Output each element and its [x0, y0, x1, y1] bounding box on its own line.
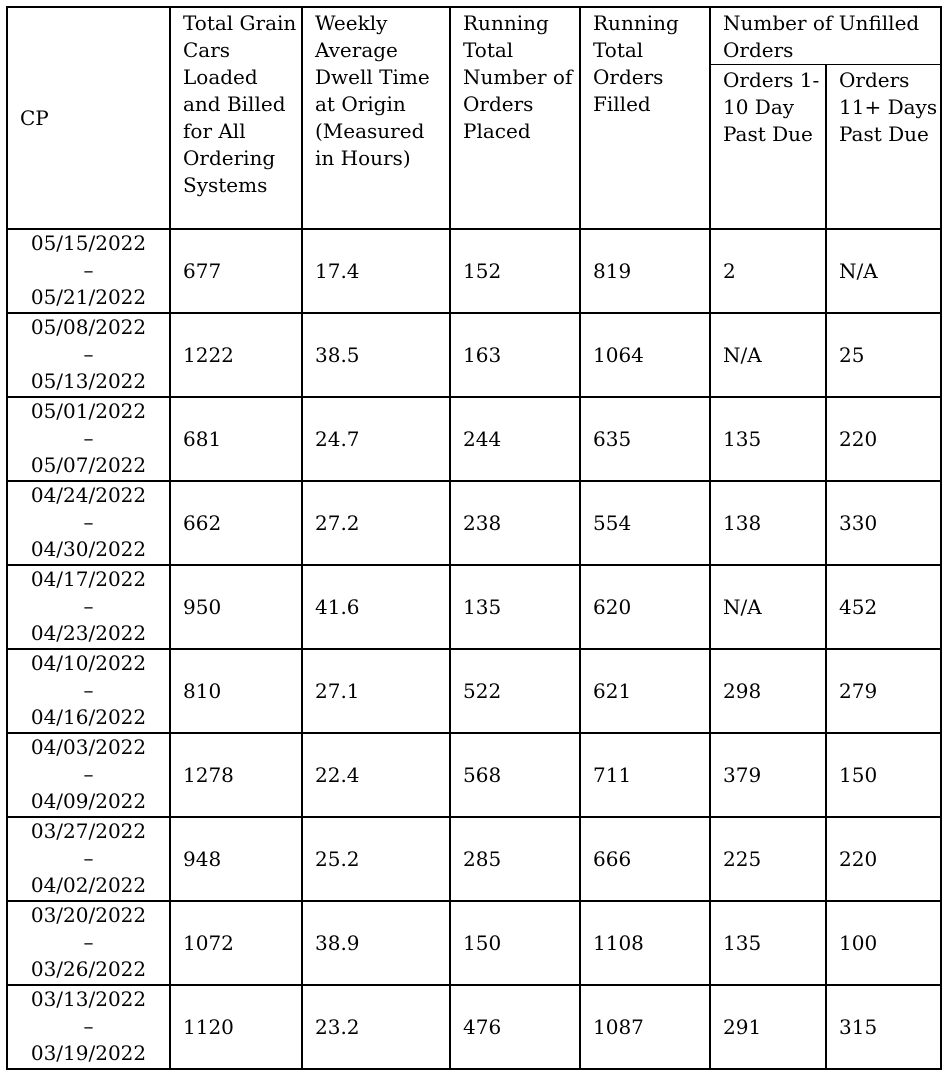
cell-past-due-11-plus: 25 — [826, 313, 941, 397]
header-cars-loaded: Total Grain Cars Loaded and Billed for All Ordering Systems — [170, 7, 302, 229]
cell-past-due-1-10: 225 — [710, 817, 826, 901]
table-row — [7, 817, 941, 901]
header-orders-placed: Running Total Number of Orders Placed — [450, 7, 580, 229]
cell-period: 05/08/2022 – 05/13/2022 — [7, 313, 170, 397]
header-cp: CP — [7, 7, 170, 229]
cell-cars-loaded: 1278 — [170, 733, 302, 817]
cell-orders-placed: 476 — [450, 985, 580, 1069]
header-unfilled-orders: Number of Unfilled Orders — [710, 7, 941, 65]
header-past-due-11-plus: Orders 11+ Days Past Due — [826, 65, 941, 229]
table-row — [7, 481, 941, 565]
cell-period: 03/20/2022 – 03/26/2022 — [7, 901, 170, 985]
table-body — [7, 229, 941, 1069]
cell-dwell-time: 23.2 — [302, 985, 450, 1069]
cell-orders-filled: 1064 — [580, 313, 710, 397]
cell-orders-placed: 150 — [450, 901, 580, 985]
cell-past-due-1-10: 135 — [710, 397, 826, 481]
cell-cars-loaded: 950 — [170, 565, 302, 649]
cell-past-due-1-10: 2 — [710, 229, 826, 313]
cell-past-due-1-10: N/A — [710, 313, 826, 397]
cell-orders-filled: 620 — [580, 565, 710, 649]
cell-dwell-time: 41.6 — [302, 565, 450, 649]
table-wrapper — [6, 6, 942, 1070]
table-header — [7, 7, 941, 229]
cell-past-due-11-plus: 150 — [826, 733, 941, 817]
cell-period: 05/01/2022 – 05/07/2022 — [7, 397, 170, 481]
cell-orders-filled: 666 — [580, 817, 710, 901]
cell-period: 03/13/2022 – 03/19/2022 — [7, 985, 170, 1069]
cell-past-due-1-10: 291 — [710, 985, 826, 1069]
table-row — [7, 901, 941, 985]
cell-cars-loaded: 948 — [170, 817, 302, 901]
table-row — [7, 313, 941, 397]
cell-period: 03/27/2022 – 04/02/2022 — [7, 817, 170, 901]
cell-period: 05/15/2022 – 05/21/2022 — [7, 229, 170, 313]
cell-cars-loaded: 662 — [170, 481, 302, 565]
cell-past-due-1-10: 298 — [710, 649, 826, 733]
cell-cars-loaded: 1222 — [170, 313, 302, 397]
cell-dwell-time: 38.9 — [302, 901, 450, 985]
cell-orders-filled: 1108 — [580, 901, 710, 985]
cell-past-due-1-10: 135 — [710, 901, 826, 985]
cell-cars-loaded: 810 — [170, 649, 302, 733]
cell-orders-placed: 163 — [450, 313, 580, 397]
cell-past-due-11-plus: 279 — [826, 649, 941, 733]
cell-period: 04/03/2022 – 04/09/2022 — [7, 733, 170, 817]
cell-orders-placed: 244 — [450, 397, 580, 481]
header-row-1 — [7, 7, 941, 65]
grain-orders-table — [6, 6, 942, 1070]
cell-orders-placed: 238 — [450, 481, 580, 565]
cell-orders-placed: 522 — [450, 649, 580, 733]
cell-orders-filled: 1087 — [580, 985, 710, 1069]
cell-dwell-time: 24.7 — [302, 397, 450, 481]
table-row — [7, 229, 941, 313]
cell-dwell-time: 25.2 — [302, 817, 450, 901]
cell-past-due-11-plus: 315 — [826, 985, 941, 1069]
header-dwell-time: Weekly Average Dwell Time at Origin (Measured in Hours) — [302, 7, 450, 229]
cell-past-due-11-plus: 452 — [826, 565, 941, 649]
table-row — [7, 565, 941, 649]
cell-orders-placed: 152 — [450, 229, 580, 313]
cell-dwell-time: 27.2 — [302, 481, 450, 565]
cell-cars-loaded: 1072 — [170, 901, 302, 985]
cell-dwell-time: 38.5 — [302, 313, 450, 397]
cell-cars-loaded: 1120 — [170, 985, 302, 1069]
cell-orders-filled: 554 — [580, 481, 710, 565]
cell-past-due-11-plus: 330 — [826, 481, 941, 565]
cell-dwell-time: 17.4 — [302, 229, 450, 313]
cell-cars-loaded: 681 — [170, 397, 302, 481]
cell-period: 04/17/2022 – 04/23/2022 — [7, 565, 170, 649]
cell-past-due-11-plus: 100 — [826, 901, 941, 985]
cell-past-due-11-plus: 220 — [826, 817, 941, 901]
cell-period: 04/10/2022 – 04/16/2022 — [7, 649, 170, 733]
table-row — [7, 397, 941, 481]
cell-dwell-time: 27.1 — [302, 649, 450, 733]
table-row — [7, 985, 941, 1069]
cell-past-due-11-plus: 220 — [826, 397, 941, 481]
header-orders-filled: Running Total Orders Filled — [580, 7, 710, 229]
cell-dwell-time: 22.4 — [302, 733, 450, 817]
cell-orders-placed: 568 — [450, 733, 580, 817]
header-past-due-1-10: Orders 1-10 Day Past Due — [710, 65, 826, 229]
cell-past-due-11-plus: N/A — [826, 229, 941, 313]
table-row — [7, 733, 941, 817]
cell-orders-placed: 135 — [450, 565, 580, 649]
table-row — [7, 649, 941, 733]
cell-orders-filled: 621 — [580, 649, 710, 733]
cell-orders-filled: 635 — [580, 397, 710, 481]
cell-orders-filled: 819 — [580, 229, 710, 313]
cell-past-due-1-10: 138 — [710, 481, 826, 565]
cell-past-due-1-10: N/A — [710, 565, 826, 649]
cell-cars-loaded: 677 — [170, 229, 302, 313]
cell-orders-placed: 285 — [450, 817, 580, 901]
cell-orders-filled: 711 — [580, 733, 710, 817]
cell-past-due-1-10: 379 — [710, 733, 826, 817]
cell-period: 04/24/2022 – 04/30/2022 — [7, 481, 170, 565]
